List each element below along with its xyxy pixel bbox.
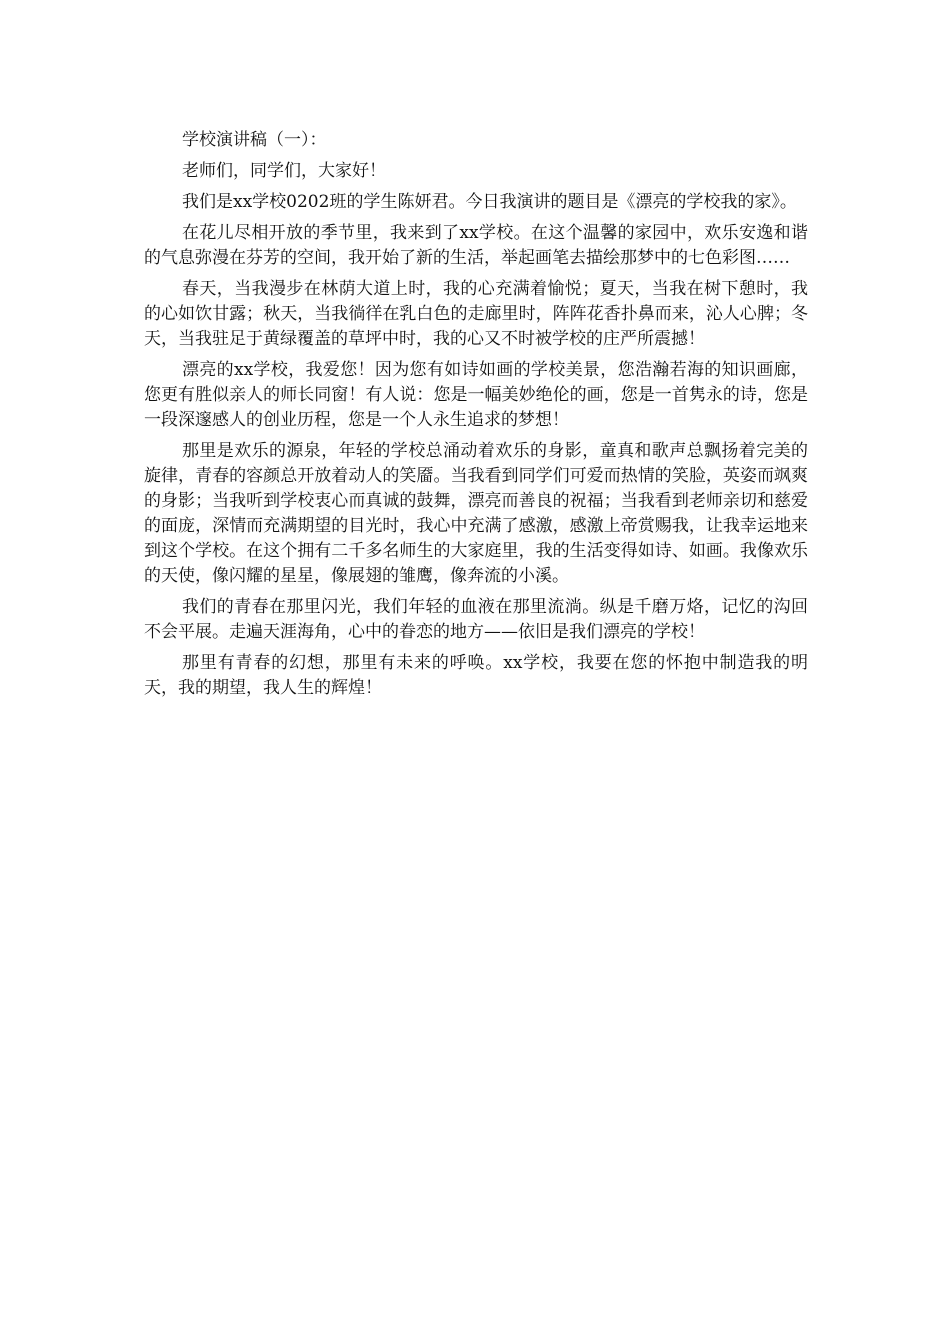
paragraph: 那里有青春的幻想，那里有未来的呼唤。xx学校，我要在您的怀抱中制造我的明天，我的期望，我人生的辉煌！	[144, 653, 808, 698]
paragraph: 我们是xx学校0202班的学生陈妍君。今日我演讲的题目是《漂亮的学校我的家》。	[182, 192, 797, 212]
speech-heading: 学校演讲稿（一）：	[182, 130, 327, 150]
paragraph: 在花儿尽相开放的季节里，我来到了xx学校。在这个温馨的家园中，欢乐安逸和谐的气息弥漫在芬芳的空间，我开始了新的生活，举起画笔去描绘那梦中的七色彩图……	[144, 223, 808, 268]
speech-greeting: 老师们，同学们，大家好！	[182, 161, 386, 181]
paragraph: 春天，当我漫步在林荫大道上时，我的心充满着愉悦；夏天，当我在树下憩时，我的心如饮甘露；秋天，当我徜徉在乳白色的走廊里时，阵阵花香扑鼻而来，沁人心脾；冬天，当我驻足于黄绿覆盖的草坪中时，我的心又不时被学校的庄严所震撼！	[144, 279, 808, 349]
paragraph: 那里是欢乐的源泉，年轻的学校总涌动着欢乐的身影，童真和歌声总飘扬着完美的旋律，青春的容颜总开放着动人的笑靥。当我看到同学们可爱而热情的笑脸，英姿而飒爽的身影；当我听到学校衷心而真诚的鼓舞，漂亮而善良的祝福；当我看到老师亲切和慈爱的面庞，深情而充满期望的目光时，我心中充满了感激，感激上帝赏赐我，让我幸运地来到这个学校。在这个拥有二千多名师生的大家庭里，我的生活变得如诗、如画。我像欢乐的天使，像闪耀的星星，像展翅的雏鹰，像奔流的小溪。	[144, 441, 808, 586]
paragraph: 漂亮的xx学校，我爱您！因为您有如诗如画的学校美景，您浩瀚若海的知识画廊，您更有胜似亲人的师长同窗！有人说：您是一幅美妙绝伦的画，您是一首隽永的诗，您是一段深邃感人的创业历程，您是一个人永生追求的梦想！	[144, 360, 808, 430]
speech-body	[144, 128, 808, 707]
paragraph: 我们的青春在那里闪光，我们年轻的血液在那里流淌。纵是千磨万烙，记忆的沟回不会平展。走遍天涯海角，心中的眷恋的地方——依旧是我们漂亮的学校！	[144, 597, 808, 642]
